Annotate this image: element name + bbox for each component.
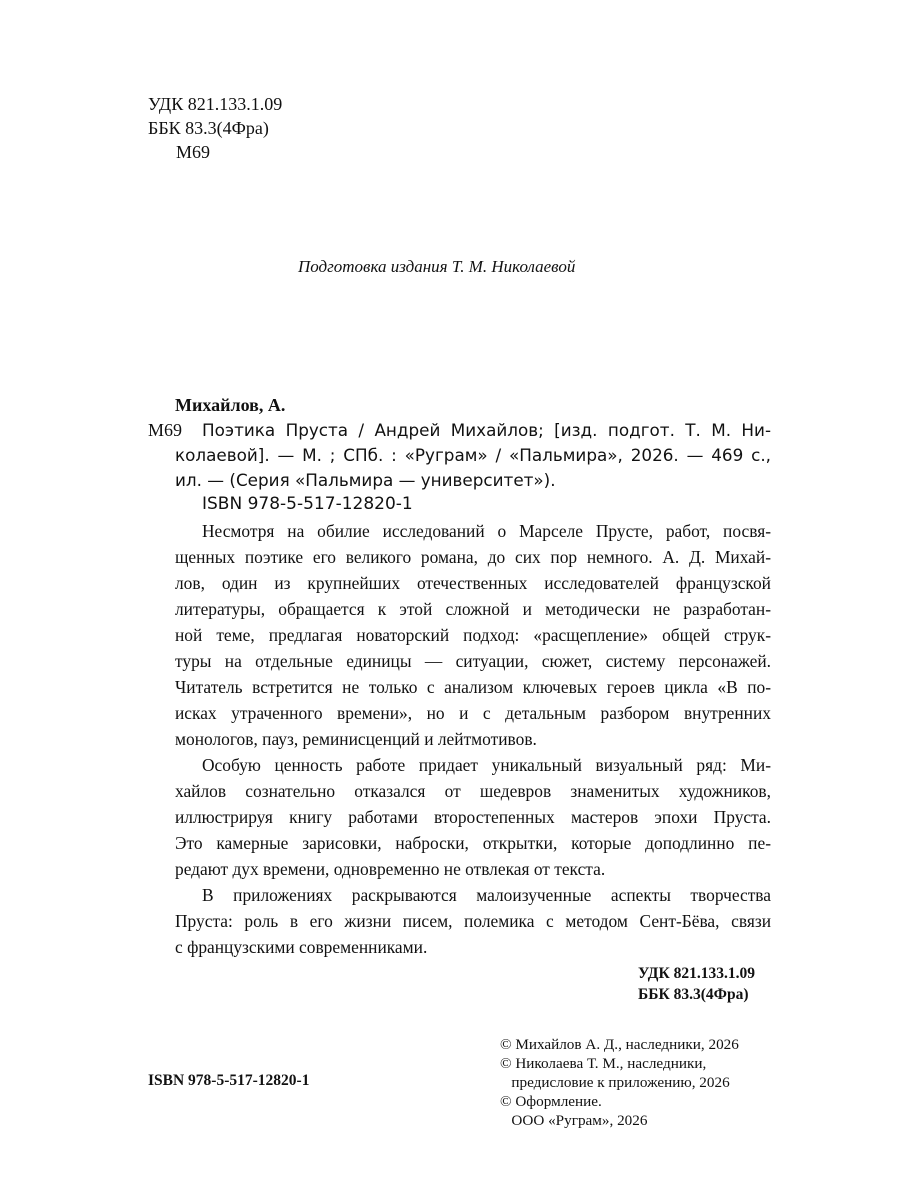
catalog-cutter: М69 — [148, 420, 183, 440]
annotation-line: редают дух времени, одновременно не отвлекая от текста. — [175, 859, 606, 879]
annotation-line: туры на отдельные единицы — ситуации, сюжет, систему персонажей. — [175, 651, 771, 671]
annotation-line: Это камерные зарисовки, наброски, открытки, которые доподлинно пе- — [175, 833, 771, 853]
udk-code: УДК 821.133.1.09 — [148, 94, 283, 114]
copyright-line: © Михайлов А. Д., наследники, 2026 — [500, 1036, 739, 1053]
copyright-line: © Николаева Т. М., наследники, — [500, 1055, 707, 1072]
annotation-line: лов, один из крупнейших отечественных исследователей французской — [175, 573, 771, 593]
annotation-line: Пруста: роль в его жизни писем, полемика с методом Сент-Бёва, связи — [175, 911, 771, 931]
annotation-line: ной теме, предлагая новаторский подход: «расщепление» общей струк- — [175, 625, 771, 645]
catalog-isbn: ISBN 978-5-517-12820-1 — [202, 494, 413, 514]
cutter-mark: М69 — [176, 142, 211, 162]
udk-code-bottom: УДК 821.133.1.09 — [638, 965, 755, 982]
annotation-line: хайлов сознательно отказался от шедевров знаменитых художников, — [175, 781, 771, 801]
catalog-description-line: колаевой]. — М. ; СПб. : «Руграм» / «Пальмира», 2026. — 469 с., — [175, 445, 771, 465]
annotation-line: монологов, пауз, реминисценций и лейтмотивов. — [175, 729, 537, 749]
annotation-line: щенных поэтике его великого романа, до сих пор немного. А. Д. Михай- — [175, 547, 771, 567]
preparation-note: Подготовка издания Т. М. Николаевой — [298, 257, 576, 276]
annotation-line: с французскими современниками. — [175, 937, 428, 957]
annotation-line: Особую ценность работе придает уникальный визуальный ряд: Ми- — [202, 755, 771, 775]
annotation-line: В приложениях раскрываются малоизученные аспекты творчества — [202, 885, 771, 905]
catalog-description-line: ил. — (Серия «Пальмира — университет»). — [175, 470, 556, 490]
copyright-line: © Оформление. — [500, 1093, 602, 1110]
catalog-description-line: Поэтика Пруста / Андрей Михайлов; [изд. подгот. Т. М. Ни- — [202, 420, 771, 440]
annotation-line: Читатель встретится не только с анализом ключевых героев цикла «В по- — [175, 677, 771, 697]
isbn-bottom: ISBN 978-5-517-12820-1 — [148, 1072, 310, 1089]
copyright-line: ООО «Руграм», 2026 — [500, 1112, 648, 1129]
annotation-line: литературы, обращается к этой сложной и методически не разработан- — [175, 599, 771, 619]
catalog-author: Михайлов, А. — [175, 395, 286, 415]
annotation-line: иллюстрируя книгу работами второстепенных мастеров эпохи Пруста. — [175, 807, 771, 827]
copyright-line: предисловие к приложению, 2026 — [500, 1074, 730, 1091]
annotation-line: Несмотря на обилие исследований о Марселе Прусте, работ, посвя- — [202, 521, 771, 541]
annotation-line: исках утраченного времени», но и с детальным разбором внутренних — [175, 703, 771, 723]
bbk-code-bottom: ББК 83.3(4Фра) — [638, 986, 749, 1003]
bbk-code: ББК 83.3(4Фра) — [148, 118, 269, 138]
